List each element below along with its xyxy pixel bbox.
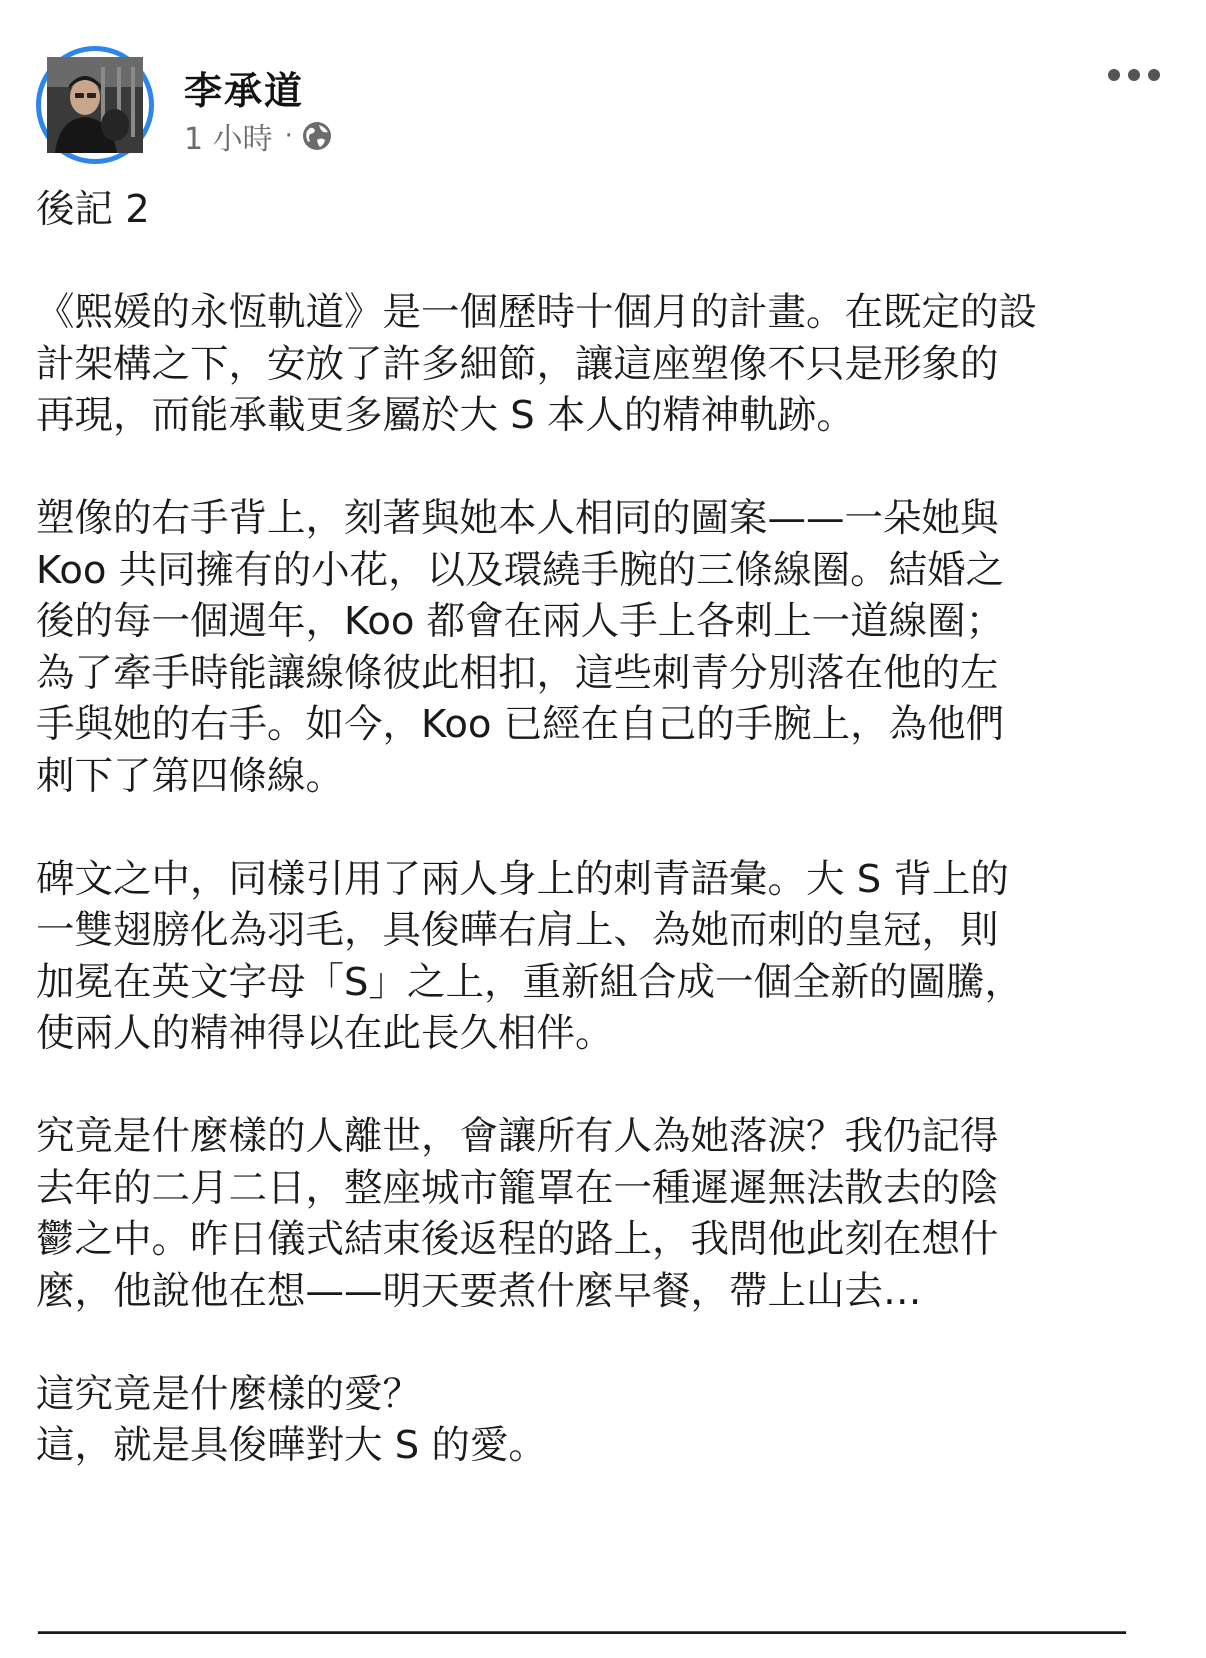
paragraph-2: 塑像的右手背上，刻著與她本人相同的圖案——一朵她與 Koo 共同擁有的小花，以及環繞手腕的三條線圈。結婚之 後的每一個週年，Koo 都會在兩人手上各刺上一道線圈； 為了牽手時能讓線條彼此相扣，這些刺青分別落在他的左 手與她的右手。如今，Koo 已經在自己的手腕上，為他們 刺下了第四條線。 <box>36 496 1005 799</box>
paragraph-gap <box>36 802 1176 854</box>
paragraph-4: 究竟是什麼樣的人離世，會讓所有人為她落淚？我仍記得 去年的二月二日，整座城市籠罩在一種遲遲無法散去的陰 鬱之中。昨日儀式結束後返程的路上，我問他此刻在想什 麼，他說他在想——明天要煮什麼早餐，帶上山去… <box>36 1114 999 1314</box>
more-dots-icon <box>1148 69 1160 81</box>
paragraph-gap <box>36 1317 1176 1369</box>
globe-icon[interactable] <box>301 120 333 152</box>
paragraph-gap <box>36 1060 1176 1112</box>
paragraph-5: 這究竟是什麼樣的愛？ 這，就是具俊曄對大 S 的愛。 <box>36 1371 547 1468</box>
more-dots-icon <box>1128 69 1140 81</box>
post-title: 後記 2 <box>36 187 150 232</box>
avatar-image <box>47 57 143 153</box>
post-header <box>36 46 1170 170</box>
paragraph-gap <box>36 236 1176 288</box>
author-name[interactable]: 李承道 <box>184 69 305 113</box>
post-meta <box>184 116 333 156</box>
divider-line: ———————————————————————————————— <box>36 1608 1124 1652</box>
post-body <box>36 184 1176 1472</box>
meta-separator: · <box>284 121 293 151</box>
avatar[interactable] <box>36 46 154 164</box>
avatar-photo <box>47 57 143 153</box>
more-options-button[interactable] <box>1108 66 1160 84</box>
paragraph-3: 碑文之中，同樣引用了兩人身上的刺青語彙。大 S 背上的 一雙翅膀化為羽毛，具俊曄右肩上、為她而刺的皇冠，則 加冕在英文字母「S」之上，重新組合成一個全新的圖騰， 使兩人的精神得以在此長久相伴。 <box>36 856 1023 1056</box>
paragraph-gap <box>36 442 1176 494</box>
paragraph-1: 《熙媛的永恆軌道》是一個歷時十個月的計畫。在既定的設 計架構之下，安放了許多細節，讓這座塑像不只是形象的 再現，而能承載更多屬於大 S 本人的精神軌跡。 <box>36 290 1038 438</box>
post-time[interactable]: 1 小時 <box>184 122 273 157</box>
more-dots-icon <box>1108 69 1120 81</box>
